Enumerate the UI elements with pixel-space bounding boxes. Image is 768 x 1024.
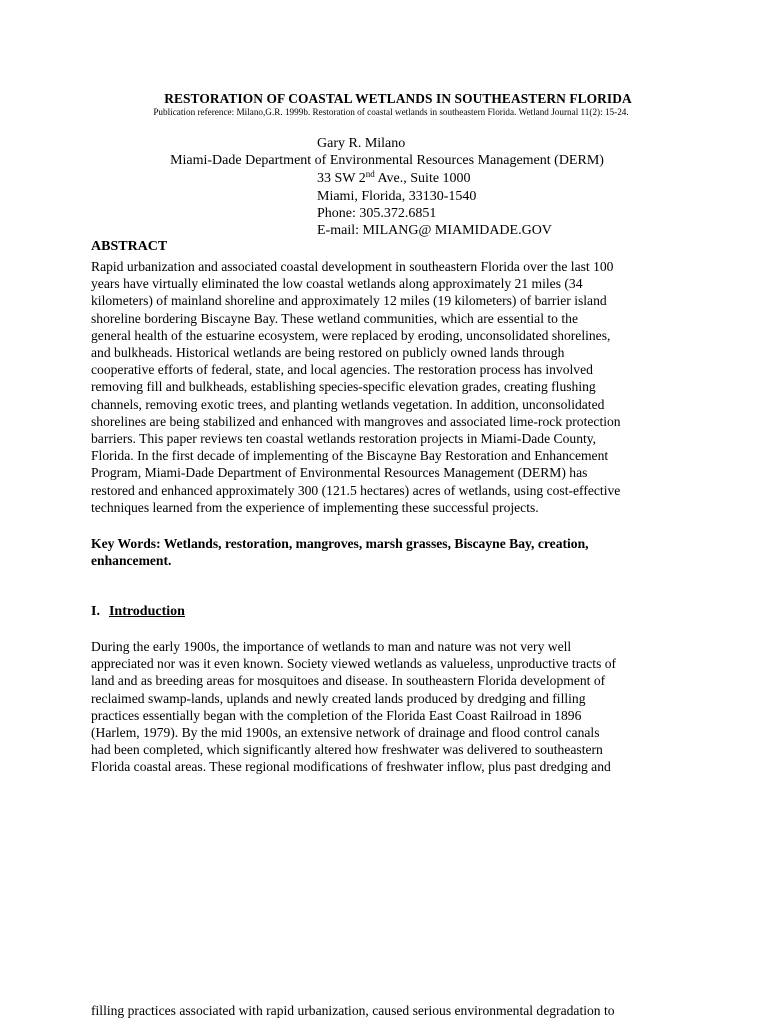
introduction-line: (Harlem, 1979). By the mid 1900s, an extensive network of drainage and flood control canals xyxy=(91,725,600,741)
abstract-line: channels, removing exotic trees, and planting wetlands vegetation. In addition, unconsolidated xyxy=(91,396,605,412)
introduction-line: had been completed, which significantly altered how freshwater was delivered to southeastern xyxy=(91,742,603,758)
address-street-suffix: nd xyxy=(365,169,375,179)
introduction-line: During the early 1900s, the importance of wetlands to man and nature was not very well xyxy=(91,639,572,654)
abstract-line: restored and enhanced approximately 300 (121.5 hectares) acres of wetlands, using cost-effective xyxy=(91,482,621,498)
abstract-line: barriers. This paper reviews ten coastal wetlands restoration projects in Miami-Dade County, xyxy=(91,431,597,447)
author-email: E-mail: MILANG@ MIAMIDADE.GOV xyxy=(317,223,552,238)
abstract-line: Program, Miami-Dade Department of Environmental Resources Management (DERM) has xyxy=(91,465,588,481)
introduction-line: practices essentially began with the completion of the Florida East Coast Railroad in 1896 xyxy=(91,707,582,723)
address-city: Miami, Florida, 33130-1540 xyxy=(317,189,477,204)
keywords-line: Key Words: Wetlands, restoration, mangroves, marsh grasses, Biscayne Bay, creation, xyxy=(91,536,589,551)
address-street xyxy=(317,170,471,187)
keywords xyxy=(91,535,691,569)
abstract-line: kilometers) of mainland shoreline and approximately 12 miles (19 kilometers) of barrier island xyxy=(91,293,607,309)
abstract-line: Rapid urbanization and associated coastal development in southeastern Florida over the last 100 xyxy=(91,259,614,274)
address-street-rest: Ave., Suite 1000 xyxy=(374,171,471,186)
abstract-line: techniques learned from the experience of implementing these successful projects. xyxy=(91,499,539,515)
introduction-line: reclaimed swamp-lands, uplands and newly created lands produced by dredging and filling xyxy=(91,690,586,706)
next-page-first-line: filling practices associated with rapid urbanization, caused serious environmental degradation to xyxy=(91,1003,615,1018)
publication-reference: Publication reference: Milano,G.R. 1999b. Restoration of coastal wetlands in southeastern Florida. Wetland Journal 11(2): 15-24. xyxy=(153,107,629,117)
introduction-body xyxy=(91,638,691,776)
abstract-line: and bulkheads. Historical wetlands are being restored on publicly owned lands through xyxy=(91,345,565,361)
address-street-number: 33 SW 2 xyxy=(317,171,366,186)
introduction-line: appreciated nor was it even known. Society viewed wetlands as valueless, unproductive tracts of xyxy=(91,656,617,672)
abstract-line: removing fill and bulkheads, establishing species-specific elevation grades, creating flushing xyxy=(91,379,596,395)
keywords-line: enhancement. xyxy=(91,553,172,569)
abstract-line: shoreline bordering Biscayne Bay. These wetland communities, which are essential to the xyxy=(91,310,578,326)
introduction-line: Florida coastal areas. These regional modifications of freshwater inflow, plus past dredging and xyxy=(91,759,611,775)
paper-title: RESTORATION OF COASTAL WETLANDS IN SOUTHEASTERN FLORIDA xyxy=(164,91,632,106)
abstract-line: cooperative efforts of federal, state, and local agencies. The restoration process has involved xyxy=(91,362,593,378)
author-phone: Phone: 305.372.6851 xyxy=(317,206,437,221)
abstract-line: years have virtually eliminated the low coastal wetlands along approximately 21 miles (34 xyxy=(91,276,583,292)
section-title: Introduction xyxy=(108,604,185,619)
abstract-heading: ABSTRACT xyxy=(91,239,168,254)
section-number: I. xyxy=(91,604,100,619)
abstract-body xyxy=(91,258,691,516)
introduction-heading xyxy=(91,604,185,620)
introduction-line: land and as breeding areas for mosquitoes and disease. In southeastern Florida development of xyxy=(91,673,606,689)
abstract-line: shorelines are being stabilized and enhanced with mangroves and associated lime-rock protection xyxy=(91,413,621,429)
abstract-line: Florida. In the first decade of implementing of the Biscayne Bay Restoration and Enhancement xyxy=(91,448,609,464)
author-name: Gary R. Milano xyxy=(317,136,406,151)
abstract-line: general health of the estuarine ecosystem, were replaced by eroding, unconsolidated shorelines, xyxy=(91,327,611,343)
author-affiliation: Miami-Dade Department of Environmental Resources Management (DERM) xyxy=(170,153,604,168)
